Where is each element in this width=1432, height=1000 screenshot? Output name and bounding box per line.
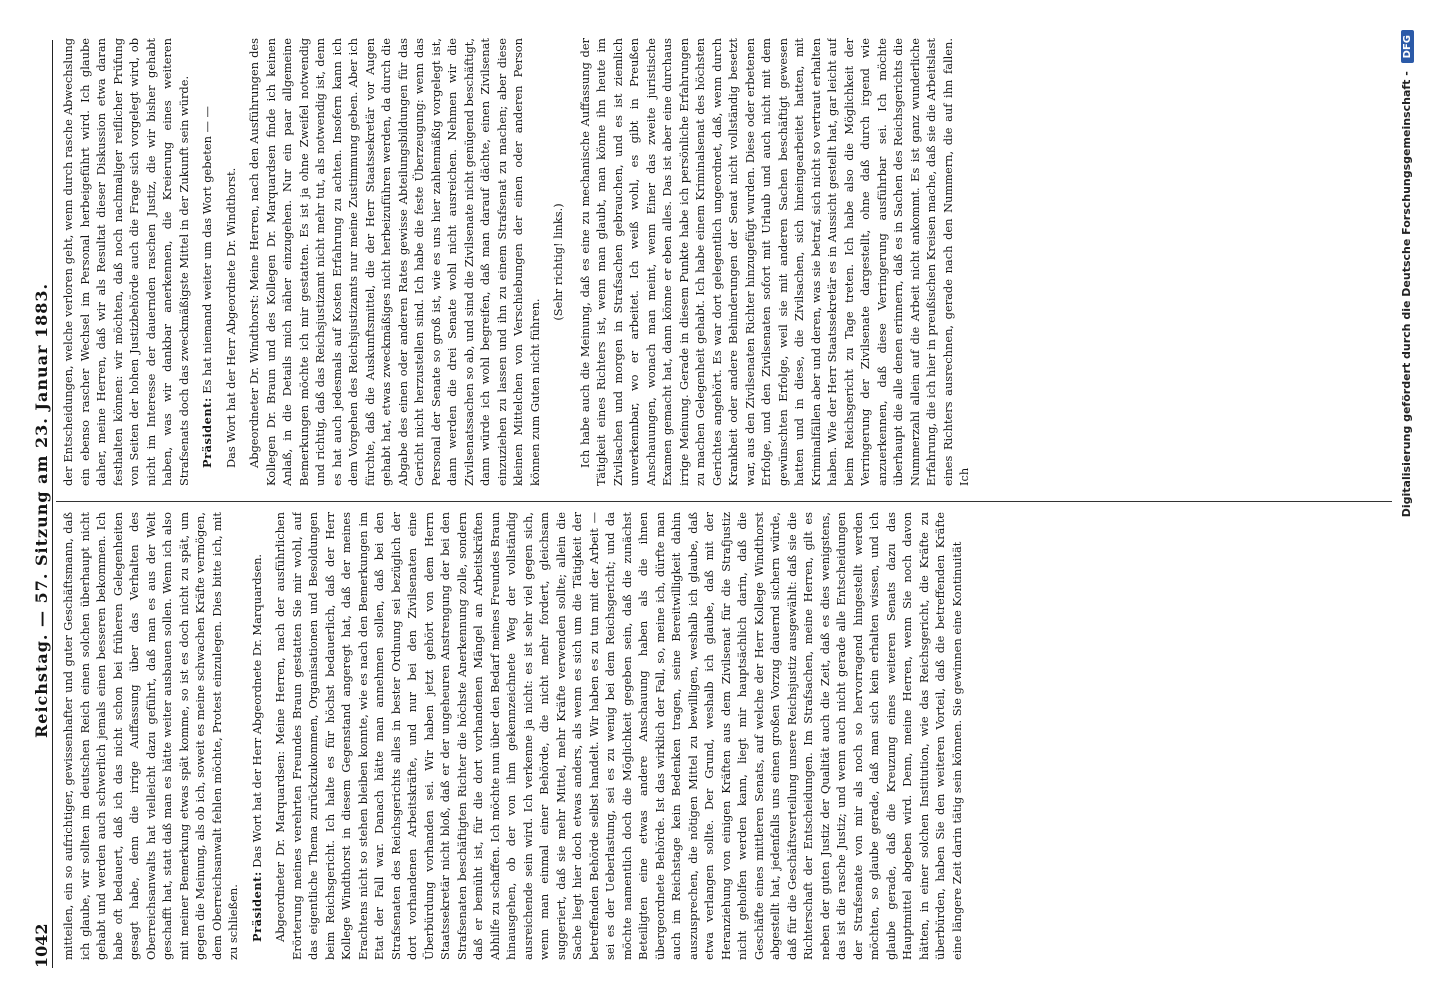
paragraph: Ich habe auch die Meinung, daß es eine zu mechanische Auffassung der Tätigkeit eines Richters ist, wenn man glaubt, man könne ihn heute im Zivilsachen und morgen in Strafsachen gebrauchen, und es ist ziemlich unverkennbar, wo er arbeitet. Ich weiß wohl, es gibt in Preußen Anschauungen, wonach man meint, wenn Einer das zweite juristische Examen gemacht hat, dann könne er eben alles. Das ist aber eine durchaus irrige Meinung. Gerade in diesem Punkte habe ich persönliche Erfahrungen zu machen Gelegenheit gehabt. Ich habe einem Kriminalsenat des höchsten Gerichtes angehört. Es war dort gelegentlich ungeordnet, daß, wenn durch Krankheit oder andere Behinderungen der Senat nicht vollständig besetzt war, aus den Zivilsenaten Richter hinzugefügt wurden. Diese oder erbetenen Erfolge, und den Zivilsenaten sofort mit Urlaub und auch nicht mit dem gewünschten Erfolge, weil sie mit anderen Sachen beschäftigt gewesen hatten und in diese, die Zivilsachen, sich hineingearbeitet hatten, mit Kriminalfällen aber und deren, was sie betraf, sich nicht so vertraut erhalten haben. Wie der Herr Staatssekretär es in Aussicht gestellt hat, gar leicht auf beim Reichsgericht zu Tage treten. Ich habe also die Möglichkeit der Verringerung der Zivilsenate dargestellt, ohne daß durch irgend wie anzuerkennen, daß diese Verringerung ausführbar sei. Ich möchte überhaupt die alle denen erinnern, daß es in Sachen des Reichsgerichts die Nummerzahl allein auf die Arbeit nicht ankommt. Es ist ganz wunderliche Erfahrung, die ich hier in preußischen Kreisen mache, daß sie die Arbeitslast eines Richters ausrechnen, gerade nach den Nummern, die auf ihn fallen. Ich — [577, 38, 971, 486]
page-number: 1042 — [32, 923, 51, 968]
dfg-logo: DFG — [1401, 30, 1414, 63]
header-rule — [52, 40, 53, 968]
paragraph: Präsident: Das Wort hat der Herr Abgeordnete Dr. Marquardsen. — [249, 553, 264, 942]
left-column — [60, 512, 1384, 960]
paragraph: Präsident: Es hat niemand weiter um das Wort gebeten — — — [200, 106, 214, 468]
running-title: Reichstag. — 57. Sitzung am 23. Januar 1883. — [32, 282, 51, 738]
paragraph: Abgeordneter Dr. Windthorst: Meine Herren, nach den Ausführungen des Kollegen Dr. Braun und des Kollegen Dr. Marquardsen finde ich keinen Anlaß, in die Details mich näher einzugehen. Nur ein paar allgemeine Bemerkungen möchte ich mir gestatten. Es ist ja ohne Zweifel notwendig und richtig, daß das Reichsjustizamt nicht mehr tut, als notwendig ist, denn es hat auch jedesmals auf Kosten Erfahrung zu achten. Insofern kann ich dem Vorgehen des Reichsjustizamts nur meine Zustimmung geben. Aber ich fürchte, daß die Auskunftsmittel, die der Herr Staatssekretär vor Augen gehabt hat, etwas zweckmäßiges nicht herbeizuführen werden, da durch die Abgabe des einen oder anderen Rates gewisse Abteilungsbildungen für das Gericht nicht herzustellen sind. Ich habe die feste Überzeugung: wenn das Personal der Senate so groß ist, wie es uns hier zahlenmäßig vorgelegt ist, dann werden die drei Senate wohl nicht ausreichen. Nehmen wir die Zivilsenatssachen so ab, und sind die Zivilsenate nicht genügend beschäftigt, dann würde ich wohl begreifen, daß man darauf dächte, einen Zivilsenat einzuziehen zu lassen und ihn zu einem Strafsenat zu machen; aber diese kleinen Mittelchen von Verschiebungen der einen oder anderen Person können zum Guten nicht führen. — [247, 38, 542, 486]
digitization-credit — [1400, 30, 1422, 960]
right-column — [60, 38, 1384, 486]
running-header — [30, 40, 58, 968]
speaker-label: Präsident: — [200, 397, 214, 468]
column-divider — [56, 501, 1392, 502]
paragraph: der Entscheidungen, welche verloren geht, wenn durch rasche Abwechslung ein ebenso rascher Wechsel im Personal herbeigeführt wird. Ich glaube daher, meine Herren, daß wir als Resultat dieser Diskussion etwa daran festhalten können: wir möchten, daß noch nachmaliger reiflicher Prüfung von Seiten der hohen Justizbehörde auch die Frage sich vorgelegt wird, ob nicht im Interesse der dauernden raschen Justiz, die wir bisher gehabt haben, was wir dankbar anerkennen, die Kreierung eines weiteren Strafsenats doch das zweckmäßigste Mittel in der Zukunft sein würde. — [61, 38, 191, 486]
paragraph: mitteilen, ein so aufrichtiger, gewissenhafter und guter Geschäftsmann, daß ich glaube, wir sollten im deutschen Reich einen solchen überhaupt nicht gehabt und werden auch schwerlich jemals einen besseren bekommen. Ich habe oft bedauert, daß ich das nicht schon bei früheren Gelegenheiten gesagt habe, denn die irrige Auffassung über das Verhalten des Oberreichsanwalts hat vielleicht dazu geführt, daß man es aus der Welt geschafft hat, statt daß man es hätte weiter ausbauen sollen. Wenn ich also mit meiner Bemerkung etwas spät komme, so ist es doch nicht zu spät, um gegen die Meinung, als ob ich, soweit es meine schwachen Kräfte vermögen, dem Oberreichsanwalt fehlen möchte, Protest einzulegen. Dies bitte ich, mit zu schließen. — [61, 512, 240, 960]
speaker-label: Präsident: — [249, 871, 264, 942]
paragraph: Das Wort hat der Herr Abgeordnete Dr. Windthorst. — [223, 167, 238, 468]
paragraph: Abgeordneter Dr. Marquardsen: Meine Herren, nach der ausführlichen Erörterung meines verehrten Freundes Braun gestatten Sie mir wohl, auf das eigentliche Thema zurückzukommen, Organisationen und Besoldungen beim Reichsgericht. Ich halte es für höchst bedauerlich, daß der Herr Kollege Windthorst in diesem Gegenstand angeregt hat, daß der meines Erachtens nicht so stehen bleiben konnte, wie es nach den Bemerkungen im Etat der Fall war. Danach hätte man annehmen sollen, daß bei den Strafsenaten des Reichsgerichts alles in bester Ordnung sei bezüglich der dort vorhandenen Arbeitskräfte, und nur bei den Zivilsenaten eine Überbürdung vorhanden sei. Wir haben jetzt gehört von dem Herrn Staatssekretär nicht bloß, daß er der ungeheuren Anstrengung der bei den Strafsenaten beschäftigten Richter die höchste Anerkennung zolle, sondern daß er bemüht ist, für die dort vorhandenen Mängel an Arbeitskräften Abhilfe zu schaffen. Ich möchte nun über den Bedarf meines Freundes Braun hinausgehen, ob der von ihm gekennzeichnete Weg der vollständig ausreichende sein wird. Ich verkenne ja nicht: es ist sehr viel gegen sich, wenn man einmal einer Behörde, die nicht mehr fordert, gleichsam suggeriert, daß sie mehr Mittel, mehr Kräfte verwenden sollte; allein die Sache liegt hier doch etwas anders, als wenn es sich um die Tätigkeit der betreffenden Behörde selbst handelt. Wir haben es zu tun mit der Arbeit — sei es der Ueberlastung, sei es zu wenig bei dem Reichsgericht; und da möchte namentlich doch die Möglichkeit gegeben sein, daß die zunächst Beteiligten eine etwas andere Anschauung haben als die ihnen übergeordnete Behörde. Ist das wirklich der Fall, so, meine ich, dürfte man auch im Reichstage kein Bedenken tragen, seine Bereitwilligkeit dahin auszusprechen, die nötigen Mittel zu bewilligen, weshalb ich glaube, daß etwa verlangen sollte. Der Grund, weshalb ich glaube, daß mit der Heranziehung von einigen Kräften aus dem Zivilsenat für die Strafjustiz nicht geholfen werden kann, liegt mir hauptsächlich darin, daß die Geschäfte eines mittleren Senats, auf welche der Herr Kollege Windthorst abgestellt hat, jedenfalls uns einen großen Vorzug dauernd sichern würde, daß für die Geschäftsverteilung unsere Reichsjustiz ausgewählt: daß sie die Richterschaft der Entscheidungen. Im Strafsachen, meine Herren, gilt es neben der guten Justiz der Qualität auch die Zeit, daß es dies wenigstens, das ist die rasche Justiz; und wenn auch nicht gerade alle Entscheidungen der Strafsenate von mir als noch so hervorragend hingestellt werden möchten, so glaube gerade, daß man sich kein erhalten wissen, und ich glaube gerade, daß die Kreuzung eines weiteren Senats dazu das Hauptmittel abgeben wird. Denn, meine Herren, wenn Sie noch davon hätten, in einer solchen Institution, wie das Reichsgericht, die Kräfte zu überbürden, haben Sie den weiteren Vorteil, daß die betreffenden Kräfte eine längere Zeit darin tätig sein können. Sie gewinnen eine Kontinuität — [273, 512, 964, 960]
interjection: (Sehr richtig! links.) — [551, 203, 565, 321]
credit-text: Digitalisierung gefördert durch die Deutsche Forschungsgemeinschaft - — [1400, 71, 1413, 518]
